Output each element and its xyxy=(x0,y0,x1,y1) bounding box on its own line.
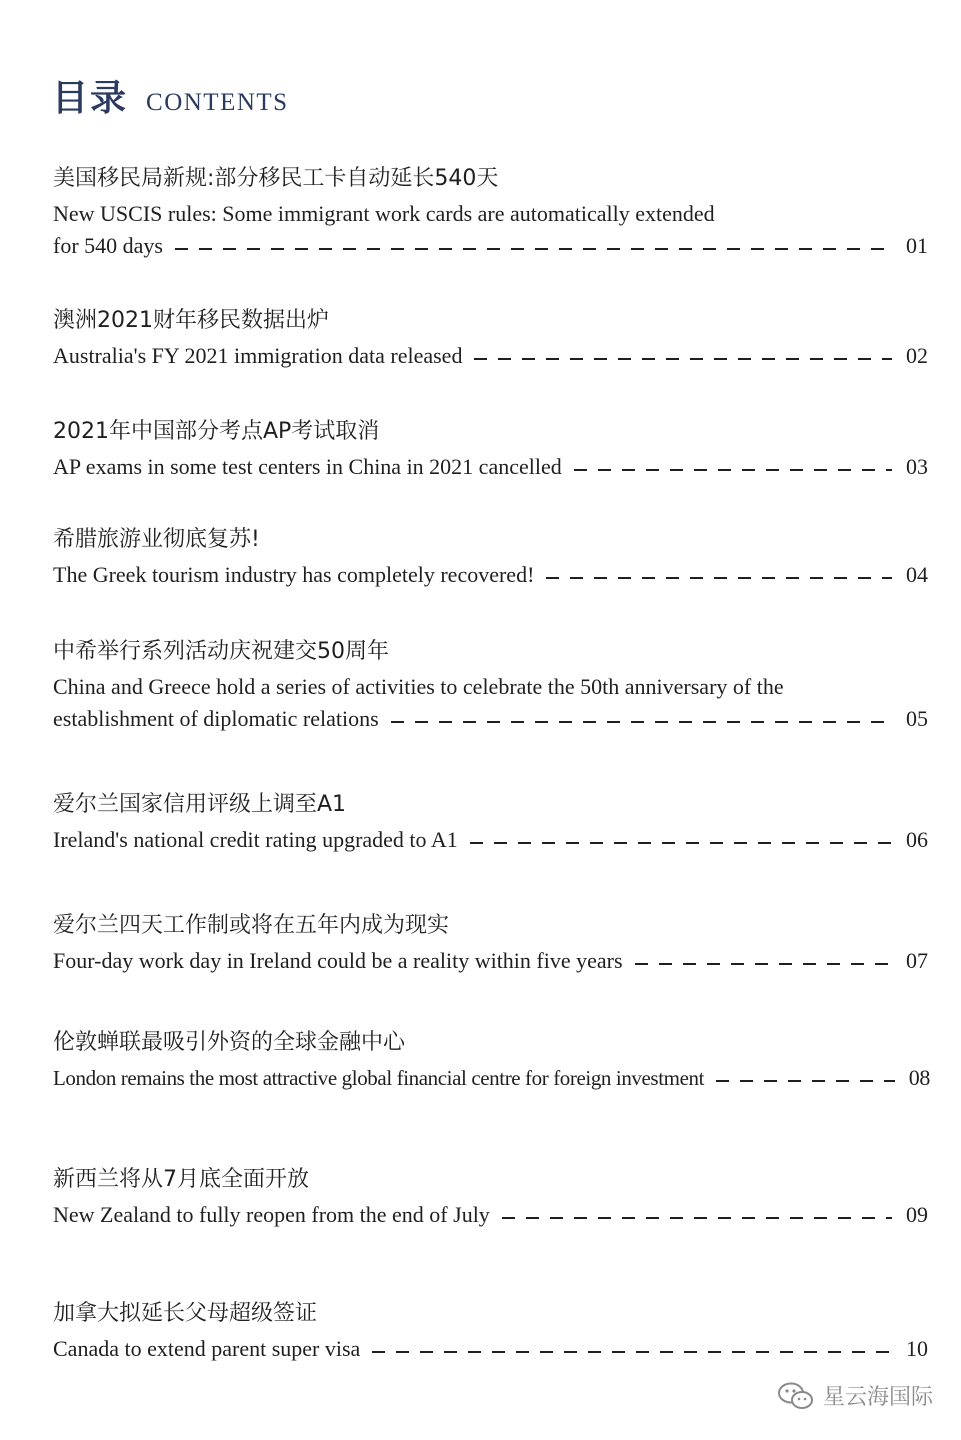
entry-last-line xyxy=(53,559,928,591)
dot-leader xyxy=(635,963,892,965)
toc-entry-04[interactable] xyxy=(53,525,928,591)
entry-title-zh: 希腊旅游业彻底复苏! xyxy=(53,527,260,552)
entry-title-en: Canada to extend parent super visa xyxy=(53,1336,361,1361)
watermark-text: 星云海国际 xyxy=(822,1385,933,1410)
entry-last-line xyxy=(53,1199,928,1231)
entry-title-zh: 新西兰将从7月底全面开放 xyxy=(53,1167,309,1192)
entry-title-zh: 澳洲2021财年移民数据出炉 xyxy=(53,308,329,333)
toc-entry-10[interactable] xyxy=(53,1299,928,1365)
entry-page-number: 08 xyxy=(908,1065,930,1090)
entry-title-en: for 540 days xyxy=(53,233,163,258)
entry-title-zh: 爱尔兰国家信用评级上调至A1 xyxy=(53,792,347,817)
toc-entry-06[interactable] xyxy=(53,790,928,856)
entry-last-line xyxy=(53,1062,930,1094)
toc-entry-07[interactable] xyxy=(53,911,928,977)
entry-title-en-line1: China and Greece hold a series of activities to celebrate the 50th anniversary of the xyxy=(53,674,784,699)
entry-page-number: 04 xyxy=(906,562,928,587)
toc-title-en: CONTENTS xyxy=(146,89,289,116)
toc-header xyxy=(52,70,289,121)
entry-title-en: New Zealand to fully reopen from the end of July xyxy=(53,1202,490,1227)
entry-page-number: 06 xyxy=(906,827,928,852)
entry-title-en: London remains the most attractive global financial centre for foreign investment xyxy=(53,1066,705,1090)
entry-page-number: 10 xyxy=(906,1336,928,1361)
toc-entry-09[interactable] xyxy=(53,1165,928,1231)
toc-entry-03[interactable] xyxy=(53,417,928,483)
wechat-icon xyxy=(777,1381,815,1411)
dot-leader xyxy=(716,1080,895,1082)
entry-title-en: Ireland's national credit rating upgraded to A1 xyxy=(53,827,458,852)
entry-title-zh: 伦敦蝉联最吸引外资的全球金融中心 xyxy=(53,1030,406,1055)
entry-page-number: 05 xyxy=(906,706,928,731)
entry-page-number: 01 xyxy=(906,233,928,258)
entry-title-en: AP exams in some test centers in China in 2021 cancelled xyxy=(53,454,562,479)
entry-title-zh: 加拿大拟延长父母超级签证 xyxy=(53,1301,318,1326)
toc-entry-05[interactable] xyxy=(53,637,928,735)
entry-last-line xyxy=(53,451,928,483)
toc-entry-01[interactable] xyxy=(53,164,928,262)
dot-leader xyxy=(502,1217,892,1219)
dot-leader xyxy=(474,358,892,360)
entry-last-line xyxy=(53,230,928,262)
toc-entry-08[interactable] xyxy=(53,1028,930,1094)
entry-title-en: establishment of diplomatic relations xyxy=(53,706,379,731)
entry-title-en: The Greek tourism industry has completely recovered! xyxy=(53,562,535,587)
entry-title-en-line1: New USCIS rules: Some immigrant work cards are automatically extended xyxy=(53,201,715,226)
entry-title-zh: 美国移民局新规:部分移民工卡自动延长540天 xyxy=(53,166,499,191)
dot-leader xyxy=(391,721,892,723)
entry-last-line xyxy=(53,945,928,977)
entry-page-number: 03 xyxy=(906,454,928,479)
entry-title-zh: 中希举行系列活动庆祝建交50周年 xyxy=(53,639,389,664)
dot-leader xyxy=(175,248,892,250)
entry-last-line xyxy=(53,340,928,372)
watermark xyxy=(777,1380,933,1411)
toc-title-zh: 目录 xyxy=(52,77,129,119)
entry-title-zh: 2021年中国部分考点AP考试取消 xyxy=(53,419,380,444)
dot-leader xyxy=(546,577,892,579)
entry-last-line xyxy=(53,824,928,856)
toc-entry-02[interactable] xyxy=(53,306,928,372)
entry-last-line xyxy=(53,1333,928,1365)
entry-title-zh: 爱尔兰四天工作制或将在五年内成为现实 xyxy=(53,913,450,938)
dot-leader xyxy=(372,1351,892,1353)
entry-title-en: Four-day work day in Ireland could be a reality within five years xyxy=(53,948,623,973)
dot-leader xyxy=(574,469,892,471)
entry-page-number: 07 xyxy=(906,948,928,973)
entry-title-en: Australia's FY 2021 immigration data released xyxy=(53,343,463,368)
entry-last-line xyxy=(53,703,928,735)
entry-page-number: 02 xyxy=(906,343,928,368)
entry-page-number: 09 xyxy=(906,1202,928,1227)
dot-leader xyxy=(470,842,892,844)
